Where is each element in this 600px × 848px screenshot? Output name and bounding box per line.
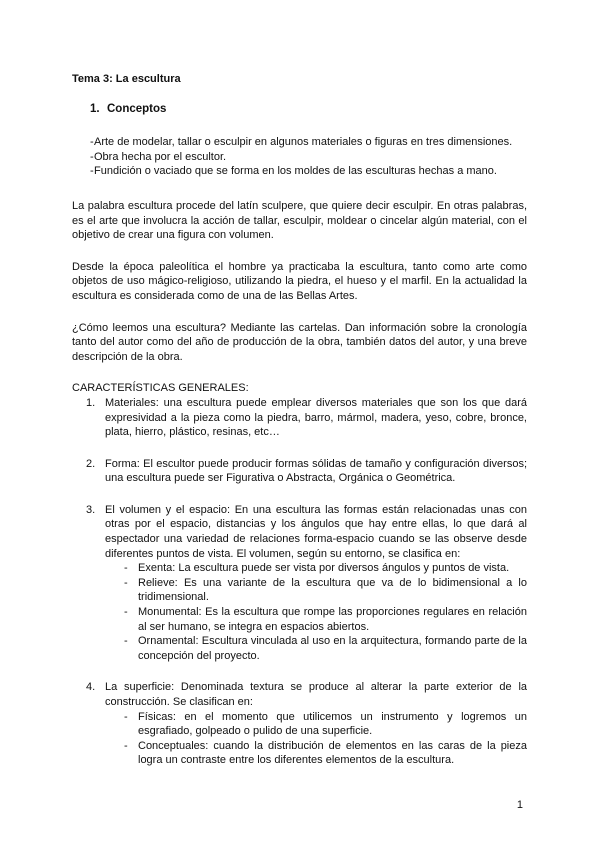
characteristic-item-volume	[72, 503, 527, 664]
characteristic-number: 2.	[86, 457, 96, 470]
section-label: Conceptos	[107, 102, 167, 115]
characteristic-text: El volumen y el espacio: En una escultura las formas están relacionadas unas con otras por el espacio, distancias y los ángulos que hay entre ellas, lo que dará al espectador una variedad de relaciones forma-espacio cuando se las observe desde diferentes puntos de vista. El volumen, según su entorno, se clasifica en:	[105, 503, 527, 560]
volume-sublist	[105, 561, 527, 663]
document-title: Tema 3: La escultura	[72, 73, 181, 85]
characteristics-heading: CARACTERÍSTICAS GENERALES:	[72, 382, 249, 395]
characteristic-item-surface	[72, 680, 527, 768]
section-number: 1.	[90, 102, 100, 115]
sub-item: - Conceptuales: cuando la distribución de elementos en las caras de la pieza logra un contraste entre los diferentes elementos de la escultura.	[105, 739, 527, 768]
characteristic-number: 3.	[86, 503, 96, 516]
definition-item: - Obra hecha por el escultor.	[72, 150, 527, 165]
definition-item: - Fundición o vaciado que se forma en los moldes de las esculturas hechas a mano.	[72, 164, 527, 179]
characteristic-number: 4.	[86, 681, 96, 694]
definitions-list	[72, 135, 527, 179]
paragraph-etymology: La palabra escultura procede del latín sculpere, que quiere decir esculpir. En otras palabras, es el arte que involucra la acción de tallar, esculpir, moldear o cincelar algún material, con el objetivo de crear una figura con volumen.	[72, 199, 527, 242]
sub-item: - Exenta: La escultura puede ser vista por diversos ángulos y puntos de vista.	[105, 561, 527, 576]
definition-item: - Arte de modelar, tallar o esculpir en algunos materiales o figuras en tres dimensiones.	[72, 135, 527, 150]
characteristic-number: 1.	[86, 396, 96, 409]
surface-sublist	[105, 710, 527, 768]
characteristic-text: Materiales: una escultura puede emplear diversos materiales que son los que dará expresividad a la pieza como la piedra, barro, mármol, madera, yeso, cobre, bronce, plata, hierro, plástico, resinas, etc…	[105, 396, 527, 439]
characteristic-text: Forma: El escultor puede producir formas sólidas de tamaño y configuración diversos; una escultura puede ser Figurativa o Abstracta, Orgánica o Geométrica.	[105, 457, 527, 485]
sub-item: - Ornamental: Escultura vinculada al uso en la arquitectura, formando parte de la concepción del proyecto.	[105, 634, 527, 663]
sub-item: - Monumental: Es la escultura que rompe las proporciones regulares en relación al ser humano, se integra en espacios abiertos.	[105, 605, 527, 634]
characteristic-text: La superficie: Denominada textura se produce al alterar la parte exterior de la construcción. Se clasifican en:	[105, 681, 527, 708]
paragraph-history: Desde la época paleolítica el hombre ya practicaba la escultura, tanto como arte como objetos de uso mágico-religioso, utilizando la piedra, el hueso y el marfil. En la actualidad la escultura es considerada como de una de las Bellas Artes.	[72, 260, 527, 302]
section-heading	[90, 102, 527, 117]
page-number: 1	[516, 799, 523, 811]
characteristic-item-materials	[72, 396, 527, 440]
paragraph-reading: ¿Cómo leemos una escultura? Mediante las cartelas. Dan información sobre la cronología tanto del autor como del año de producción de la obra, también datos del autor, y una breve descripción de la obra.	[72, 321, 527, 363]
characteristics-list	[72, 396, 527, 768]
sub-item: - Relieve: Es una variante de la escultura que va de lo bidimensional a lo tridimensional.	[105, 576, 527, 605]
characteristic-item-form	[72, 457, 527, 486]
page-content	[72, 72, 527, 785]
sub-item: - Físicas: en el momento que utilicemos un instrumento y logremos un esgrafiado, golpeado o pulido de una superficie.	[105, 710, 527, 739]
